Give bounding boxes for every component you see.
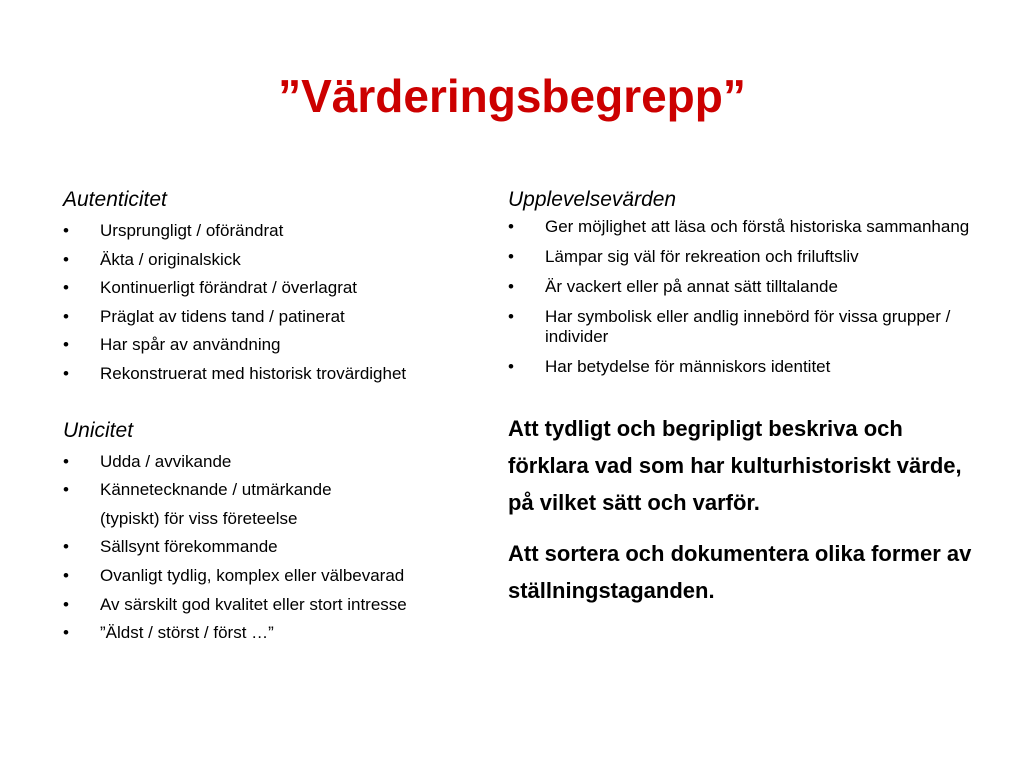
bullet-icon: •	[63, 594, 69, 614]
list-item	[63, 476, 483, 505]
section-heading-upplevelsevarden: Upplevelsevärden	[508, 188, 677, 211]
list-item-text: Ger möjlighet att läsa och förstå historiska sammanhang	[545, 217, 970, 236]
statement-describe: Att tydligt och begripligt beskriva och förklara vad som har kulturhistoriskt värde, på vilket sätt och varför.	[508, 416, 962, 515]
section-autenticitet	[63, 185, 483, 389]
list-item-continuation	[63, 505, 483, 534]
bullet-icon: •	[508, 307, 514, 326]
bullet-icon: •	[63, 537, 69, 557]
list-item	[508, 357, 978, 377]
list-item	[63, 533, 483, 562]
list-item-text: Äkta / originalskick	[100, 249, 241, 269]
bullet-icon: •	[508, 277, 514, 296]
bullet-list-upplevelsevarden	[508, 217, 978, 377]
bullet-icon: •	[63, 278, 69, 298]
list-item-text: Präglat av tidens tand / patinerat	[100, 306, 345, 326]
list-item-text: Har spår av användning	[100, 335, 281, 355]
list-item	[63, 274, 483, 303]
list-item	[508, 277, 978, 297]
bullet-icon: •	[63, 623, 69, 643]
bullet-icon: •	[508, 357, 514, 376]
list-item	[63, 217, 483, 246]
bullet-list-autenticitet	[63, 217, 483, 389]
list-item-text: Rekonstruerat med historisk trovärdighet	[100, 363, 407, 383]
list-item	[508, 217, 978, 237]
section-unicitet	[63, 416, 483, 648]
list-item-text: Har symbolisk eller andlig innebörd för vissa grupper / individer	[545, 307, 951, 346]
bullet-icon: •	[508, 217, 514, 236]
bullet-icon: •	[63, 249, 69, 269]
list-item-text: Har betydelse för människors identitet	[545, 357, 831, 376]
list-item-text: Är vackert eller på annat sätt tilltalande	[545, 277, 838, 296]
section-heading-autenticitet: Autenticitet	[63, 188, 167, 211]
list-item-text: (typiskt) för viss företeelse	[100, 508, 298, 528]
list-item	[63, 303, 483, 332]
bullet-icon: •	[63, 480, 69, 500]
list-item-text: Kännetecknande / utmärkande	[100, 480, 332, 500]
list-item	[63, 591, 483, 620]
statement-sort: Att sortera och dokumentera olika former av ställningstaganden.	[508, 541, 972, 603]
bullet-icon: •	[63, 363, 69, 383]
list-item	[63, 562, 483, 591]
left-column	[63, 185, 483, 648]
list-item	[63, 360, 483, 389]
section-heading-unicitet: Unicitet	[63, 418, 134, 442]
bullet-icon: •	[508, 247, 514, 266]
right-column	[508, 185, 978, 609]
bullet-icon: •	[63, 565, 69, 585]
list-item-text: Av särskilt god kvalitet eller stort intresse	[100, 594, 407, 614]
list-item	[508, 307, 978, 347]
bullet-icon: •	[63, 306, 69, 326]
bullet-icon: •	[63, 335, 69, 355]
list-item-text: Lämpar sig väl för rekreation och friluftsliv	[545, 247, 859, 266]
list-item-text: Udda / avvikande	[100, 451, 232, 471]
bullet-list-unicitet	[63, 448, 483, 648]
bullet-icon: •	[63, 451, 69, 471]
bullet-icon: •	[63, 221, 69, 240]
slide-title: ”Värderingsbegrepp”	[278, 70, 746, 122]
list-item-text: Ursprungligt / oförändrat	[100, 221, 284, 240]
list-item-text: ”Äldst / störst / först …”	[100, 623, 274, 643]
list-item	[63, 331, 483, 360]
list-item-text: Ovanligt tydlig, komplex eller välbevarad	[100, 565, 405, 585]
list-item	[63, 448, 483, 477]
list-item-text: Sällsynt förekommande	[100, 537, 278, 557]
list-item	[63, 619, 483, 648]
list-item	[508, 247, 978, 267]
list-item-text: Kontinuerligt förändrat / överlagrat	[100, 278, 358, 298]
list-item	[63, 246, 483, 275]
